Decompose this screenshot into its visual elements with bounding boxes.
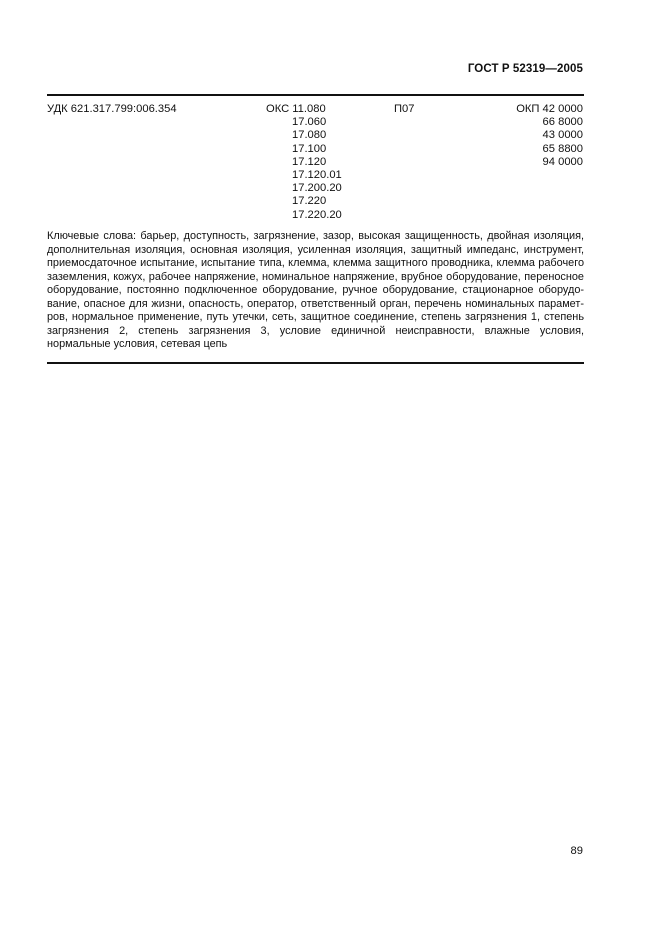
group-code: П07: [394, 103, 415, 115]
udk-code: УДК 621.317.799:006.354: [47, 103, 177, 115]
oks-code: 17.200.20: [292, 182, 342, 195]
oks-code: 17.060: [292, 116, 327, 129]
okp-code: 94 0000: [542, 155, 583, 168]
standard-code: ГОСТ Р 52319—2005: [467, 63, 583, 75]
oks-code: 17.080: [292, 129, 327, 142]
oks-code: 17.120.01: [292, 169, 342, 182]
oks-code: 17.120: [292, 155, 327, 168]
oks-codes: [266, 103, 356, 222]
oks-code: 17.220.20: [292, 208, 342, 221]
okp-code: 66 8000: [542, 116, 583, 129]
oks-code: 17.100: [292, 142, 327, 155]
oks-code: 17.220: [292, 195, 327, 208]
okp-code: ОКП 42 0000: [516, 103, 583, 115]
oks-code: ОКС 11.080: [266, 103, 326, 115]
page-number: 89: [570, 845, 583, 857]
okp-codes: [516, 103, 583, 169]
okp-code: 65 8800: [542, 142, 583, 155]
okp-code: 43 0000: [542, 129, 583, 142]
top-divider: [47, 94, 584, 96]
bottom-divider: [47, 362, 584, 364]
keywords-paragraph: Ключевые слова: барьер, доступность, загрязнение, зазор, высокая защищенность, двойная изоляция, дополнительная изоляция, основная изоляция, усиленная изоляция, защитный импеданс, инструмент, приемосдаточное испытание, испытание типа, клемма, клемма защитного проводника, клемма рабочего заземления, кожух, рабочее напряжение, номинальное напряжение, врубное оборудование, переносное оборудование, постоянно подключенное оборудование, ручное оборудование, стационарное оборудо-вание, опасное для жизни, опасность, оператор, ответственный орган, перечень номинальных парамет-ров, нормальное применение, путь утечки, сеть, защитное соединение, степень загрязнения 1, степень загрязнения 2, степень загрязнения 3, условие единичной неисправности, влажные условия, нормальные условия, сетевая цепь: [47, 230, 584, 351]
